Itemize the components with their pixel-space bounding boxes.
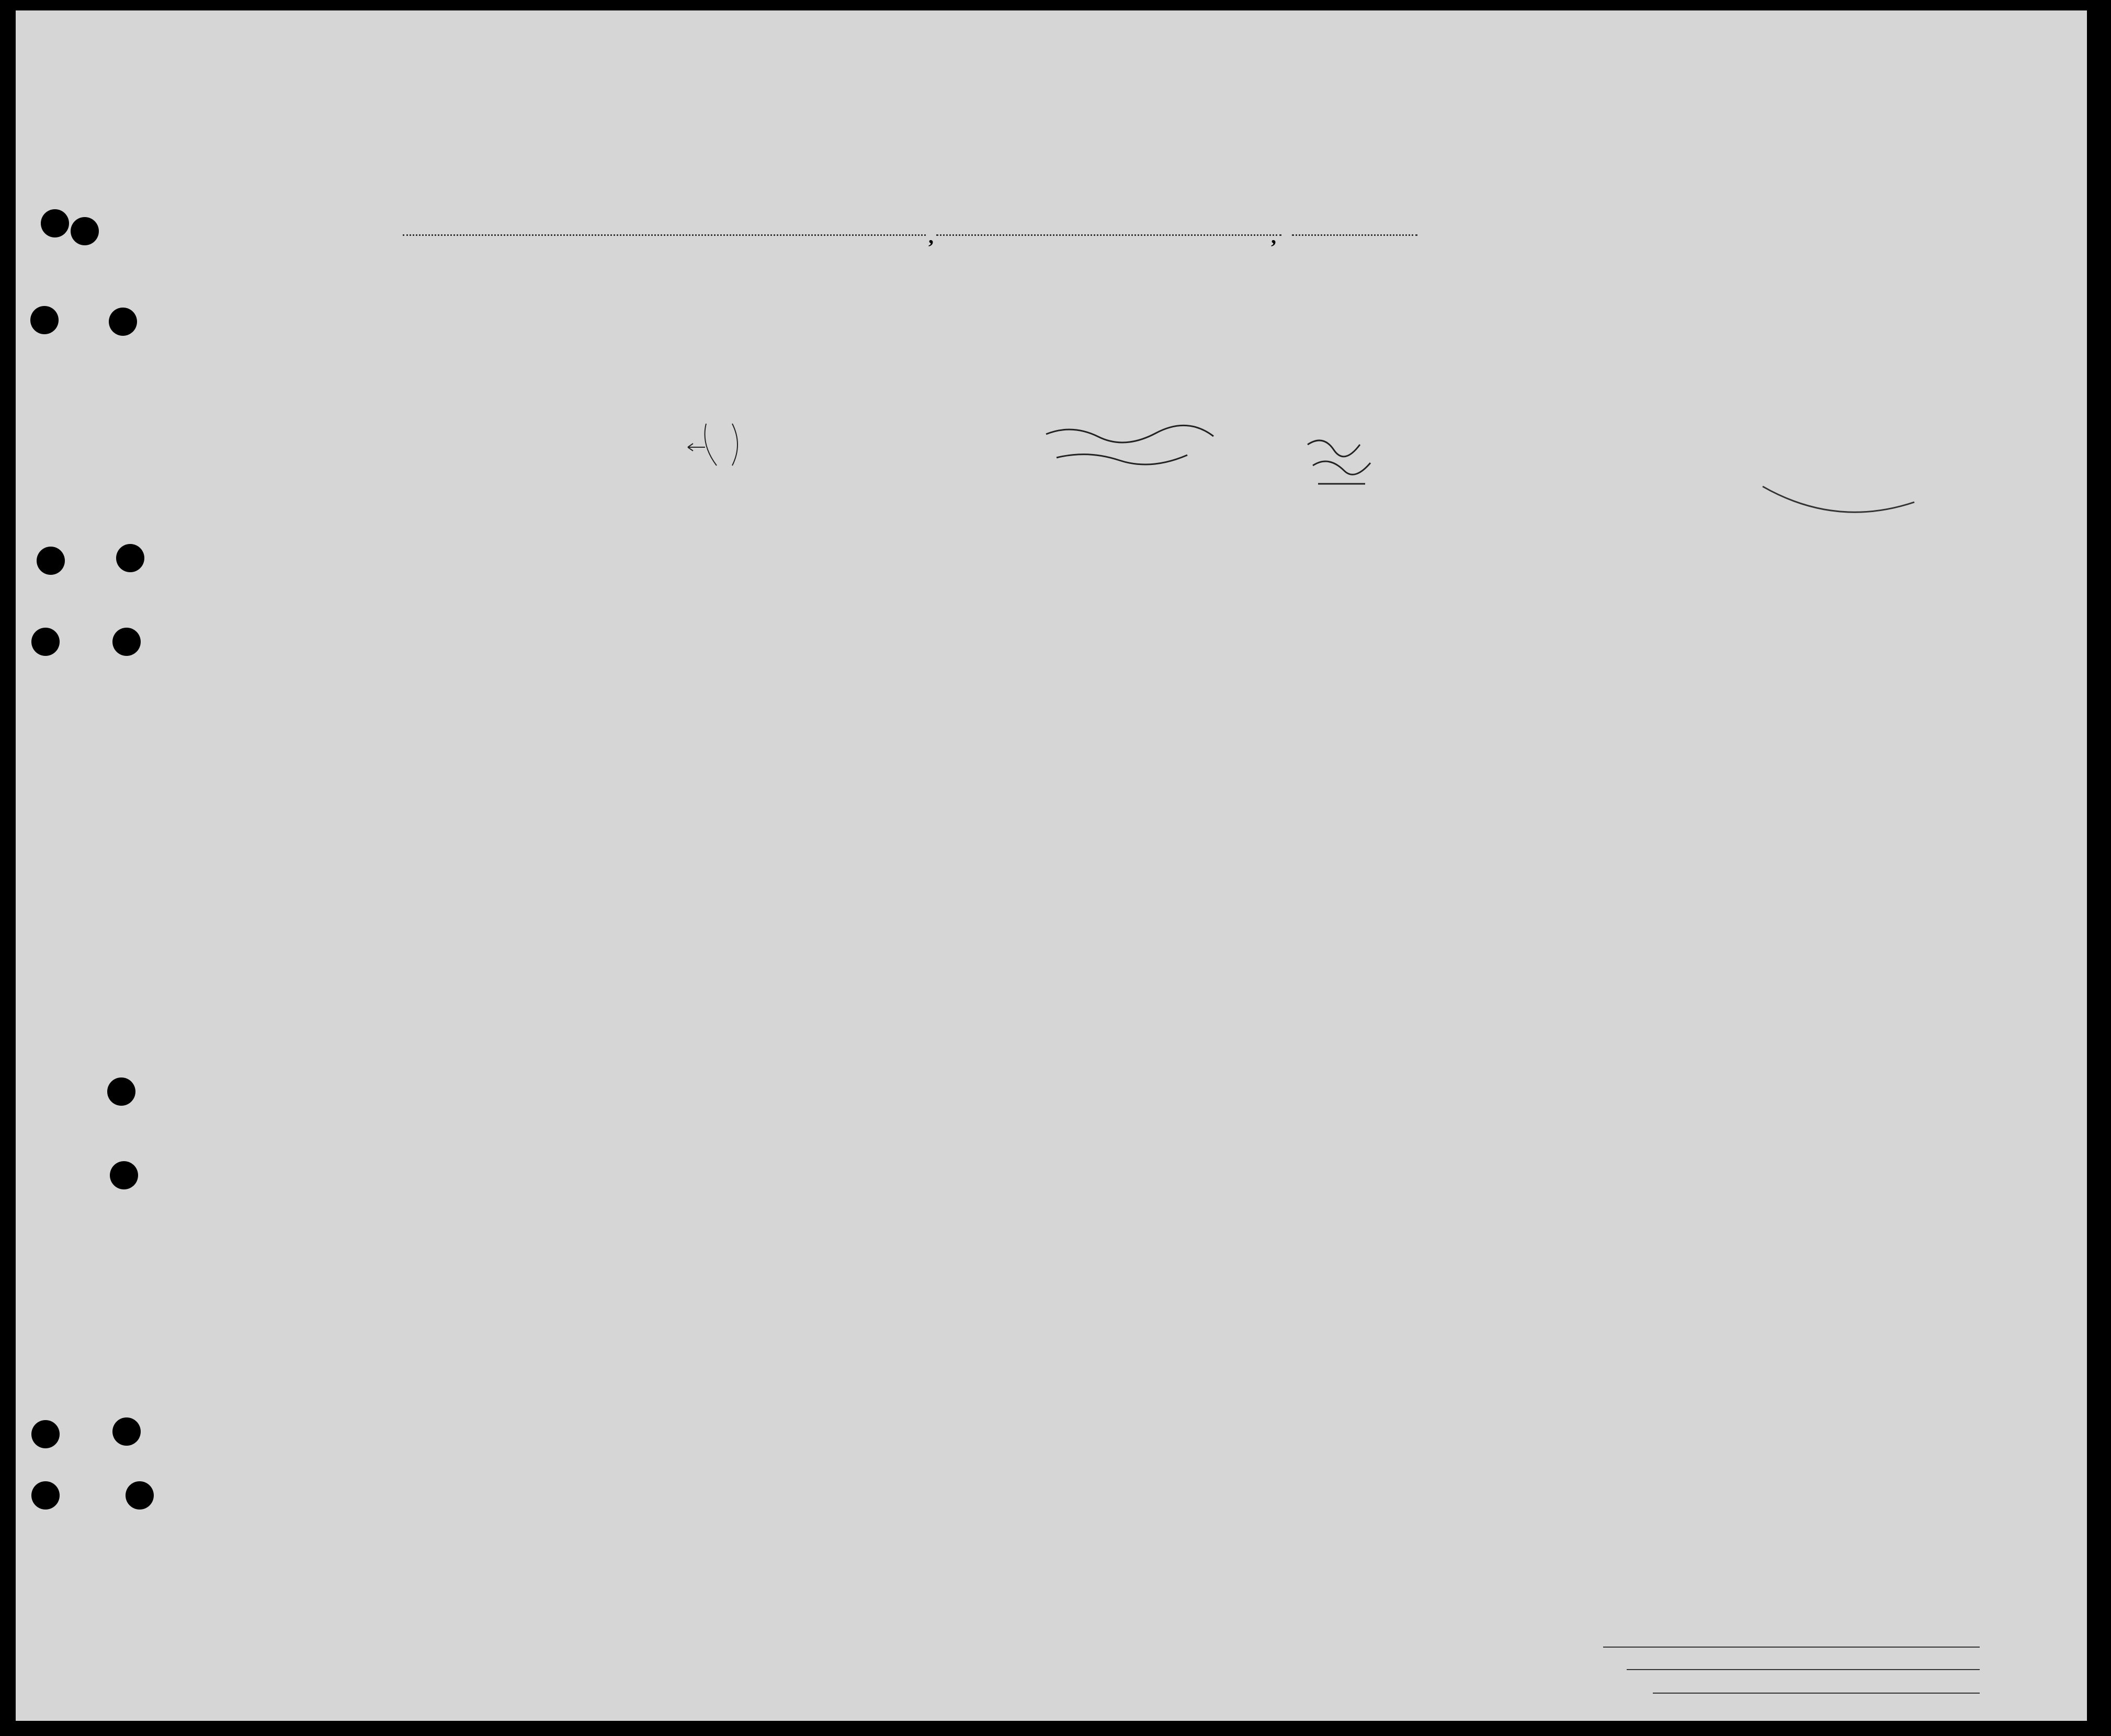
comma-1: , — [928, 224, 934, 248]
punch-hole — [110, 1161, 138, 1189]
header-col-24-b — [1304, 325, 1333, 414]
punch-hole — [116, 544, 144, 572]
punch-hole — [112, 1417, 141, 1446]
entry-c24-scribble — [1302, 434, 1381, 497]
header-col-28 — [1483, 301, 1535, 413]
comma-2: , — [1271, 224, 1276, 248]
header-col-24-c — [1339, 325, 1368, 414]
header-col-31 — [1606, 301, 1622, 413]
punch-hole — [109, 308, 137, 336]
local-agents-field — [1653, 1693, 1980, 1694]
header-col-34-inches — [1786, 382, 1797, 413]
header-col-24-a — [1268, 325, 1297, 414]
entry-c20-bracket — [685, 418, 758, 481]
header-col-30 — [1579, 301, 1595, 413]
grid-lines — [16, 10, 2087, 1721]
header-col-29 — [1544, 301, 1575, 413]
owners-field — [1627, 1669, 1980, 1670]
punch-hole — [112, 628, 141, 656]
header-col-19 — [653, 298, 672, 414]
punch-hole — [37, 547, 65, 575]
manifest-sheet — [16, 10, 2087, 1721]
header-col-27 — [1458, 301, 1474, 413]
entry-c23-scribble — [1041, 418, 1250, 471]
header-col-21 — [780, 298, 799, 414]
punch-hole — [126, 1481, 154, 1510]
header-col-34-feet — [1760, 387, 1770, 413]
punch-hole — [31, 628, 60, 656]
punch-hole — [31, 1481, 60, 1510]
line-field — [1603, 1647, 1980, 1648]
punch-hole — [71, 217, 99, 245]
punch-hole — [31, 1420, 60, 1448]
punch-hole — [41, 209, 69, 237]
header-col-25 — [1382, 301, 1418, 413]
entry-flourish — [1757, 471, 1925, 518]
punch-hole — [30, 306, 59, 334]
punch-hole — [107, 1077, 135, 1106]
header-col-26 — [1429, 301, 1445, 413]
